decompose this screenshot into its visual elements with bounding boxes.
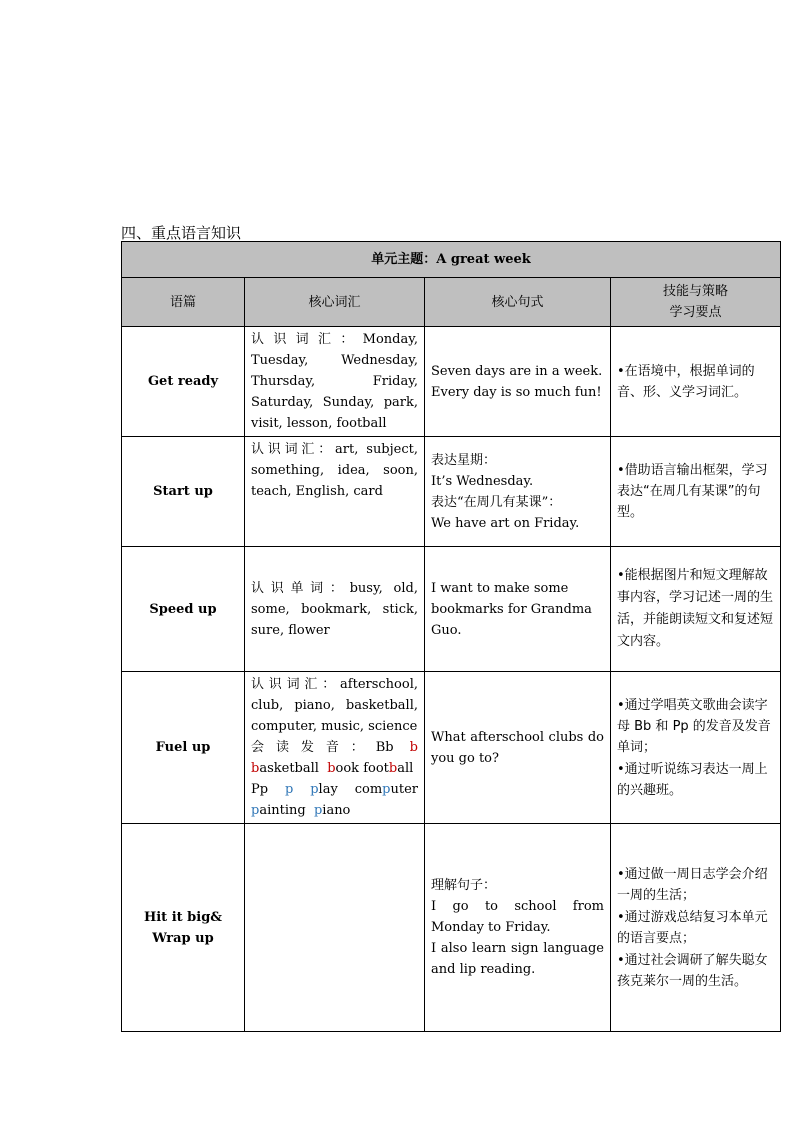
phonics-word-part: ainting [259,803,306,818]
table-row [122,824,781,1032]
skill-item: •通过社会调研了解失聪女孩克莱尔一周的生活。 [617,952,768,989]
row-pattern [425,547,611,672]
pattern-line: 理解句子： [431,878,497,893]
unit-title-row [122,242,781,278]
table-row [122,547,781,672]
table-row [122,327,781,437]
pattern-line: Seven days are in a week. [431,363,603,379]
row-name-line2: Wrap up [152,930,214,946]
skill-item: •通过听说练习表达一周上的兴趣班。 [617,761,768,798]
skill-item: •通过学唱英文歌曲会读字母 Bb 和 Pp 的发音及发音单词； [617,697,771,755]
phonics-highlight: p [382,782,391,797]
row-vocab: 认识词汇：art, subject, something, idea, soon, teach, English, card [245,437,425,547]
phonics-highlight: b [388,761,398,776]
header-row [122,278,781,327]
pattern-line: It’s Wednesday. [431,473,534,489]
phonics-letter-p: p [284,782,294,797]
header-skills-line2: 学习要点 [669,305,722,320]
pattern-line: I want to make some [431,580,569,596]
row-skills [611,437,781,547]
skill-item: •借助语言输出框架，学习表达“在周几有某课”的句型。 [617,463,768,520]
phonics-word-part: asketball [259,761,319,776]
phonics-pp-line [251,779,418,800]
vocab-text: 认识词汇：afterschool, club, piano, basketball, computer, music, science [251,677,418,734]
row-pattern [425,672,611,824]
pattern-line: Every day is so much fun! [431,384,602,400]
phonics-word-part: ook [335,761,360,776]
row-vocab [245,672,425,824]
pattern-line: I also learn sign language and lip reading. [431,941,604,977]
phonics-word-part: iano [322,803,351,818]
row-name-line1: Hit it big& [143,909,223,925]
phonics-highlight: b [327,761,336,776]
phonics-word-part: com [354,782,383,797]
table-row [122,437,781,547]
section-title: 四、重点语言知识 [121,224,242,242]
skill-item: •通过游戏总结复习本单元的语言要点； [617,909,768,946]
skill-item: •在语境中，根据单词的音、形、义学习词汇。 [617,363,755,400]
header-skills [611,278,781,327]
language-knowledge-table [121,241,781,1032]
phonics-word-part: lay [318,782,338,797]
row-pattern [425,327,611,437]
skill-item: •能根据图片和短文理解故事内容，学习记述一周的生活，并能朗读短文和复述短文内容。 [617,568,774,649]
pattern-line: bookmarks for Grandma [431,601,592,617]
pattern-line: 表达星期： [431,452,497,468]
row-vocab: 认识词汇：Monday, Tuesday, Wednesday, Thursday, Friday, Saturday, Sunday, park, visit, lesson, football [245,327,425,437]
phonics-highlight: p [310,782,319,797]
unit-title: 单元主题：A great week [122,242,781,278]
pattern-line: Guo. [431,622,462,638]
table-row [122,672,781,824]
row-skills [611,824,781,1032]
row-name [122,824,245,1032]
pattern-line: We have art on Friday. [431,515,580,531]
phonics-word-part: all [397,761,414,776]
phonics-bb-line [251,737,418,758]
row-skills [611,547,781,672]
row-pattern [425,437,611,547]
phonics-p-words [251,800,418,821]
phonics-label: 会读发音：Bb [251,740,394,755]
row-vocab: 认识单词：busy, old, some, bookmark, stick, sure, flower [245,547,425,672]
pattern-line: 表达“在周几有某课”： [431,494,562,510]
phonics-letter-b: b [409,740,418,755]
phonics-highlight: p [251,803,260,818]
phonics-label: Pp [251,782,269,797]
row-pattern [425,824,611,1032]
pattern-line: I go to school from Monday to Friday. [431,899,604,935]
row-name: Start up [122,437,245,547]
phonics-word-part: uter [390,782,418,797]
header-core-patterns: 核心句式 [425,278,611,327]
phonics-highlight: b [251,761,260,776]
phonics-highlight: p [313,803,323,818]
phonics-word-part: foot [363,761,389,776]
row-name: Fuel up [122,672,245,824]
phonics-b-words [251,758,418,779]
row-name: Speed up [122,547,245,672]
header-text-type: 语篇 [122,278,245,327]
row-name: Get ready [122,327,245,437]
header-skills-line1: 技能与策略 [663,284,729,299]
row-skills [611,327,781,437]
row-skills [611,672,781,824]
pattern-line: What afterschool clubs do you go to? [431,729,604,766]
row-vocab [245,824,425,1032]
skill-item: •通过做一周日志学会介绍一周的生活； [617,866,768,903]
header-core-vocab: 核心词汇 [245,278,425,327]
